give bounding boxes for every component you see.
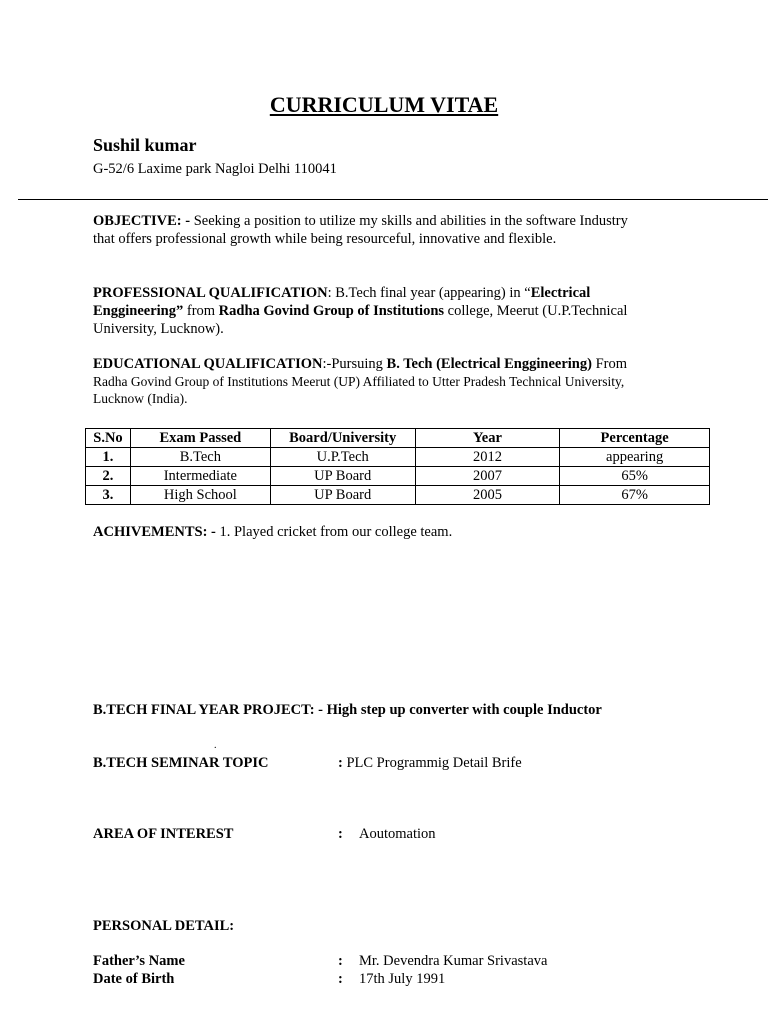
table-cell: B.Tech xyxy=(130,448,270,467)
table-cell: High School xyxy=(130,486,270,505)
table-cell: 2. xyxy=(86,467,131,486)
table-header-cell: Year xyxy=(415,429,560,448)
dob-value: 17th July 1991 xyxy=(359,971,446,987)
professional-text: : B.Tech final year (appearing) in “ xyxy=(327,285,531,301)
seminar-value: PLC Programmig Detail Brife xyxy=(342,755,522,771)
stray-dot: . xyxy=(214,740,217,751)
table-cell: 65% xyxy=(560,467,710,486)
educational-qualification-section xyxy=(93,355,713,407)
objective-text-line2: that offers professional growth while being resourceful, innovative and flexible. xyxy=(93,231,557,247)
table-row xyxy=(86,467,710,486)
educational-label: EDUCATIONAL QUALIFICATION xyxy=(93,356,323,372)
table-cell: 1. xyxy=(86,448,131,467)
professional-university: University, Lucknow). xyxy=(93,321,224,337)
fathers-name-colon: : xyxy=(338,953,343,969)
objective-label: OBJECTIVE: - xyxy=(93,213,191,229)
dob-colon: : xyxy=(338,971,343,987)
educational-from: From xyxy=(591,356,627,372)
table-cell: U.P.Tech xyxy=(270,448,415,467)
header-divider xyxy=(18,199,768,200)
table-cell: 3. xyxy=(86,486,131,505)
table-row xyxy=(86,448,710,467)
table-cell: UP Board xyxy=(270,486,415,505)
document-title: CURRICULUM VITAE xyxy=(269,92,499,117)
candidate-address: G-52/6 Laxime park Nagloi Delhi 110041 xyxy=(93,161,337,177)
educational-institution-line: Radha Govind Group of Institutions Meerut (UP) Affiliated to Utter Pradesh Technical University, xyxy=(93,374,625,389)
educational-pursuing: :-Pursuing xyxy=(322,356,387,372)
table-cell: UP Board xyxy=(270,467,415,486)
education-table xyxy=(85,428,710,505)
seminar-colon: : xyxy=(338,755,343,771)
table-header-cell: Percentage xyxy=(560,429,710,448)
interest-label: AREA OF INTEREST xyxy=(93,826,234,842)
table-header-cell: S.No xyxy=(86,429,131,448)
dob-label: Date of Birth xyxy=(93,971,175,987)
professional-from: from xyxy=(183,303,219,319)
table-header-cell: Exam Passed xyxy=(130,429,270,448)
professional-field: Electrical xyxy=(530,285,591,301)
fathers-name-label: Father’s Name xyxy=(93,953,185,969)
table-cell: Intermediate xyxy=(130,467,270,486)
interest-colon: : xyxy=(338,826,343,842)
table-header-cell: Board/University xyxy=(270,429,415,448)
candidate-name: Sushil kumar xyxy=(93,135,197,155)
objective-text-line1: Seeking a position to utilize my skills and abilities in the software Industry xyxy=(190,213,628,229)
achievements-section xyxy=(93,523,693,541)
seminar-value-line xyxy=(338,755,522,772)
fathers-name-value: Mr. Devendra Kumar Srivastava xyxy=(359,953,548,969)
achievements-label: ACHIVEMENTS: - xyxy=(93,524,216,540)
table-cell: appearing xyxy=(560,448,710,467)
table-cell: 2005 xyxy=(415,486,560,505)
table-header-row xyxy=(86,429,710,448)
achievements-text: 1. Played cricket from our college team. xyxy=(215,524,453,540)
seminar-label: B.TECH SEMINAR TOPIC xyxy=(93,755,269,771)
interest-value: Aoutomation xyxy=(359,826,436,842)
personal-detail-heading: PERSONAL DETAIL: xyxy=(93,918,235,934)
final-year-project: B.TECH FINAL YEAR PROJECT: - High step up converter with couple Inductor xyxy=(93,702,602,718)
professional-location: college, Meerut (U.P.Technical xyxy=(444,303,628,319)
professional-field-cont: Enggineering” xyxy=(93,303,184,319)
table-cell: 2007 xyxy=(415,467,560,486)
educational-location-line: Lucknow (India). xyxy=(93,391,188,406)
professional-institution: Radha Govind Group of Institutions xyxy=(218,303,445,319)
professional-label: PROFESSIONAL QUALIFICATION xyxy=(93,285,328,301)
table-cell: 2012 xyxy=(415,448,560,467)
objective-section xyxy=(93,212,693,248)
professional-qualification-section xyxy=(93,284,693,338)
table-cell: 67% xyxy=(560,486,710,505)
educational-degree: B. Tech (Electrical Enggineering) xyxy=(386,356,592,372)
table-row xyxy=(86,486,710,505)
